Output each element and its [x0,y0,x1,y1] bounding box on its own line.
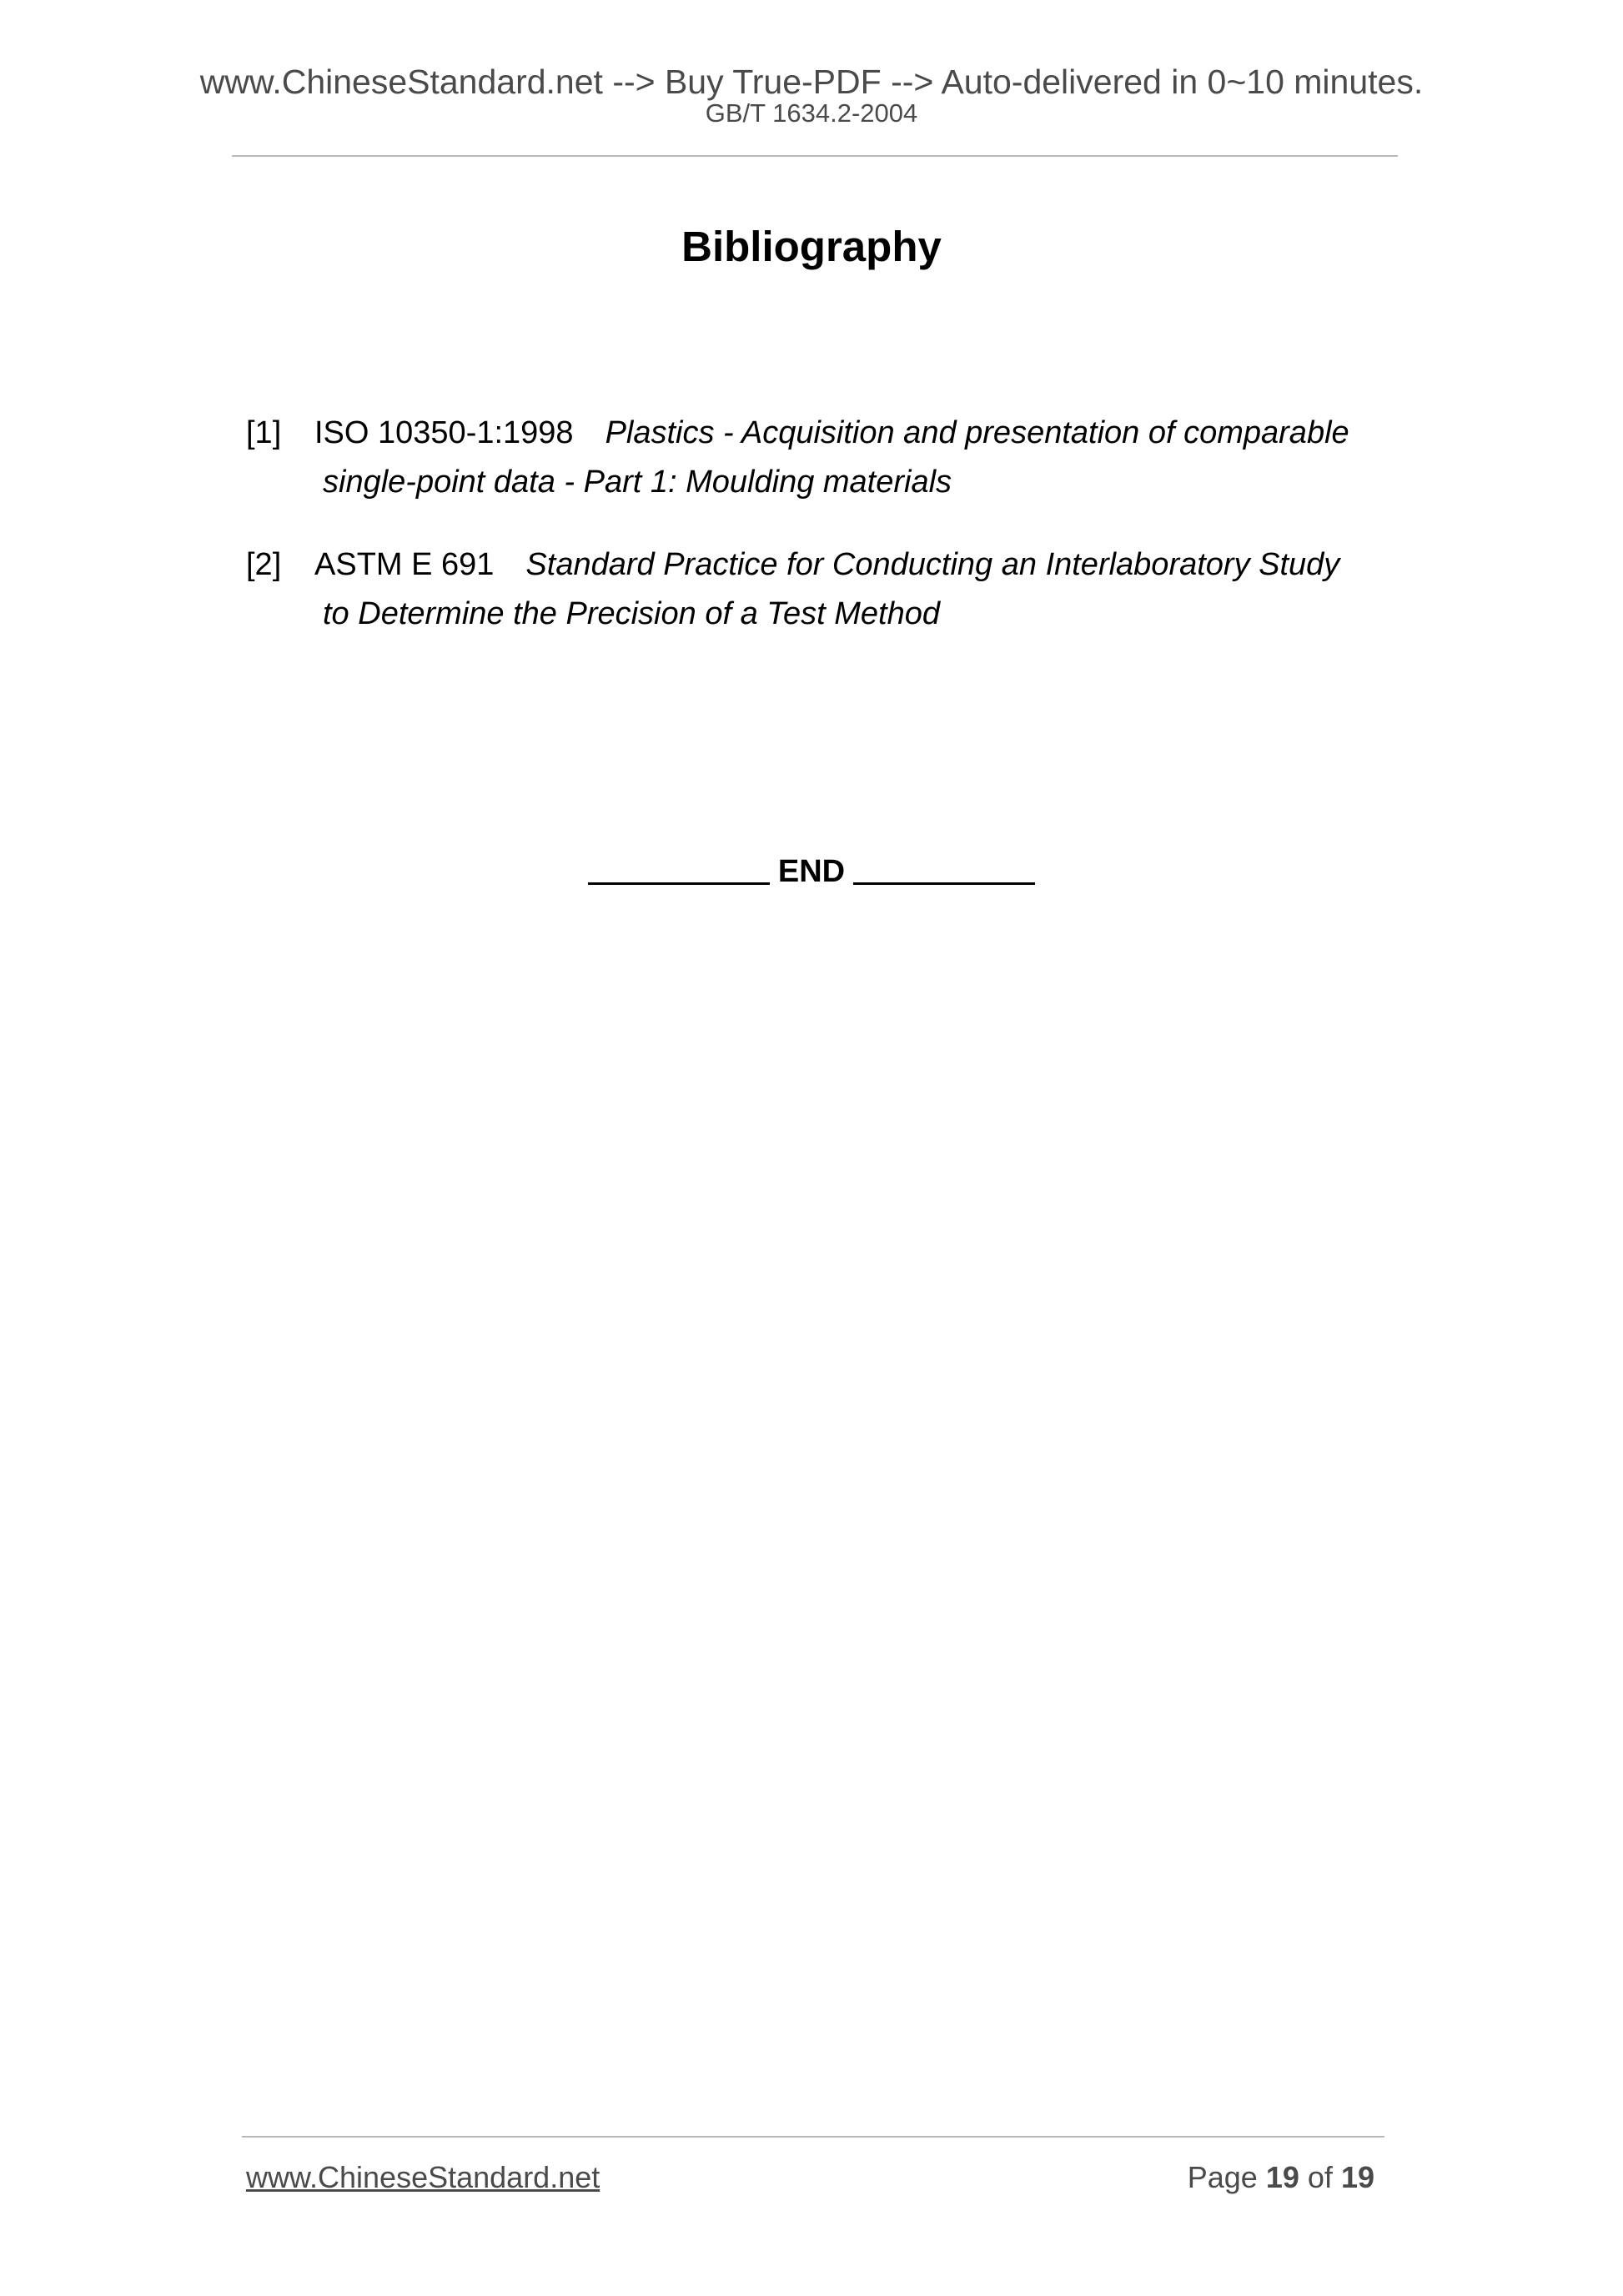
document-code: GB/T 1634.2-2004 [705,98,918,128]
reference-title-line1: Plastics - Acquisition and presentation of comparable [605,415,1349,450]
reference-title-line2: single-point data - Part 1: Moulding materials [323,465,952,500]
page-of: of [1307,2160,1333,2194]
page-prefix: Page [1187,2160,1258,2194]
end-rule-right [853,882,1035,885]
reference-code: ASTM E 691 [314,547,495,582]
end-rule-left [588,882,770,885]
footer-divider [242,2136,1384,2138]
reference-title-line2: to Determine the Precision of a Test Method [323,596,940,631]
page-total: 19 [1340,2160,1374,2194]
end-marker [0,856,1623,887]
end-label: END [777,854,846,889]
reference-number: [2] [246,547,282,582]
reference-number: [1] [246,415,282,450]
header-divider [232,155,1398,157]
reference-title-line1: Standard Practice for Conducting an Interlaboratory Study [525,547,1340,582]
reference-item [246,409,1414,507]
page-number [1187,2160,1374,2194]
site-banner: www.ChineseStandard.net --> Buy True-PDF --> Auto-delivered in 0~10 minutes. [199,63,1424,101]
page-title: Bibliography [681,223,942,270]
footer-site-link[interactable]: www.ChineseStandard.net [246,2160,600,2194]
page-current: 19 [1265,2160,1299,2194]
reference-code: ISO 10350-1:1998 [314,415,574,450]
reference-item [246,540,1414,639]
